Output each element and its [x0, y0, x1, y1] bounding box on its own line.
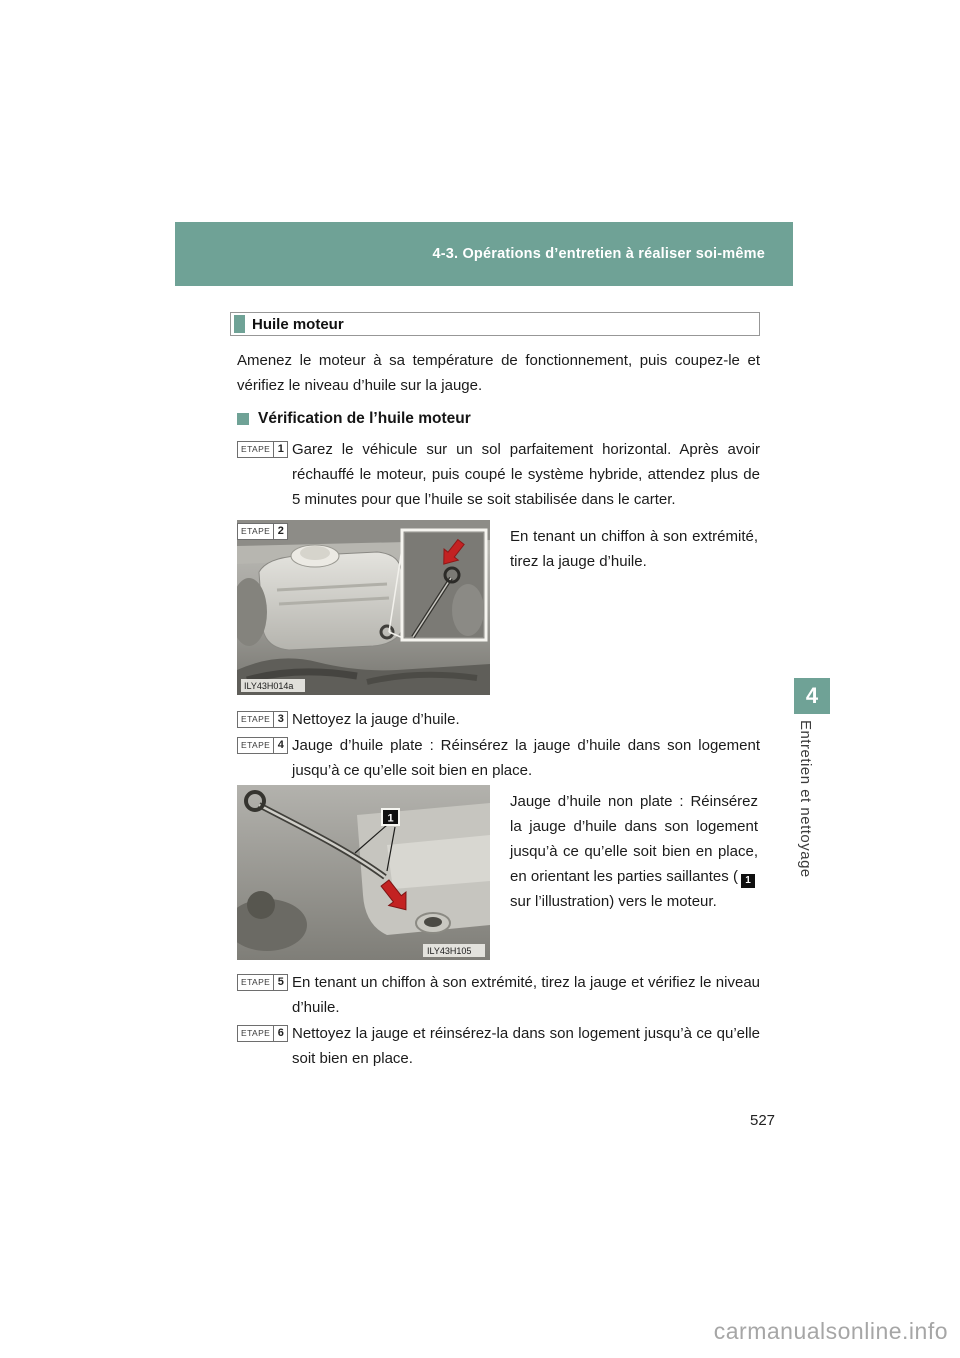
- step-badge-number: 2: [277, 525, 284, 537]
- chapter-number: 4: [805, 683, 819, 708]
- dipstick-photo: [237, 785, 490, 960]
- step-badge-number: 1: [277, 443, 284, 455]
- step-badge-number: 6: [277, 1027, 284, 1039]
- figure-2-row: [237, 785, 760, 960]
- step-badge-label: ETAPE: [238, 738, 274, 753]
- step-badge-number: 3: [277, 713, 284, 725]
- step-4-text: Jauge d’huile plate : Réinsérez la jauge d’huile dans son logement jusqu’à ce qu’elle soit bien en place.: [292, 737, 760, 779]
- chapter-header-title: 4-3. Opérations d’entretien à réaliser soi-même: [432, 246, 765, 262]
- step-badge-number: 4: [277, 739, 284, 751]
- step-4: [237, 733, 760, 783]
- page-content: [237, 312, 760, 1071]
- chapter-header-band: [175, 222, 793, 286]
- step-3-badge: [237, 711, 288, 728]
- step-badge-number: 5: [277, 976, 284, 988]
- section-title-box: [230, 312, 760, 336]
- step-4-badge: [237, 737, 288, 754]
- image-code-label: [241, 679, 305, 692]
- step-2-row: [237, 520, 760, 695]
- subsection-bullet-icon: [237, 413, 249, 425]
- step-badge-label: ETAPE: [238, 442, 274, 457]
- subsection-heading: [237, 406, 760, 431]
- step-1-badge: [237, 441, 288, 458]
- step-badge-label: ETAPE: [238, 1026, 274, 1041]
- step-5-text: En tenant un chiffon à son extrémité, tirez la jauge et vérifiez le niveau d’huile.: [292, 974, 760, 1016]
- step-badge-label: ETAPE: [238, 975, 274, 990]
- image-code-label: [423, 944, 485, 957]
- step-1: [237, 437, 760, 512]
- page-number: 527: [750, 1112, 776, 1129]
- chapter-number-tab: [794, 678, 830, 714]
- figure-engine-bay: [237, 520, 490, 695]
- step-6-text: Nettoyez la jauge et réinsérez-la dans son logement jusqu’à ce qu’elle soit bien en place.: [292, 1025, 760, 1067]
- engine-bay-photo: [237, 520, 490, 695]
- step-5-badge: [237, 974, 288, 991]
- marker-1-inline: 1: [741, 874, 755, 888]
- step-badge-label: ETAPE: [238, 524, 274, 539]
- caption-text-before: Jauge d’huile non plate : Réinsérez la jauge d’huile dans son logement jusqu’à ce qu’elle soit bien en place, en orientant les parties saillantes (: [510, 793, 758, 885]
- step-6: [237, 1021, 760, 1071]
- section-bullet-icon: [234, 315, 245, 333]
- step-3-text: Nettoyez la jauge d’huile.: [292, 711, 460, 728]
- step-1-text: Garez le véhicule sur un sol parfaitement horizontal. Après avoir réchauffé le moteur, puis coupé le système hybride, attendez plus de 5 minutes pour que l’huile se soit stabilisée dans le carter.: [292, 441, 760, 508]
- step-2-badge: [237, 523, 288, 540]
- step-badge-label: ETAPE: [238, 712, 274, 727]
- step-3: [237, 707, 760, 732]
- figure-2-caption: [510, 785, 758, 960]
- marker-1-label: [382, 809, 399, 825]
- step-6-badge: [237, 1025, 288, 1042]
- caption-text-after: sur l’illustration) vers le moteur.: [510, 893, 717, 910]
- section-title: Huile moteur: [252, 315, 344, 333]
- intro-paragraph: Amenez le moteur à sa température de fonctionnement, puis coupez-le et vérifiez le niveau d’huile sur la jauge.: [237, 352, 760, 394]
- chapter-name-tab: Entretien et nettoyage: [797, 720, 814, 878]
- image-code: ILY43H105: [427, 946, 472, 956]
- svg-text:1: 1: [387, 812, 394, 825]
- watermark: carmanualsonline.info: [713, 1318, 948, 1344]
- image-code: ILY43H014a: [244, 681, 294, 691]
- subsection-title: Vérification de l’huile moteur: [258, 410, 471, 427]
- step-2-text: En tenant un chiffon à son extrémité, tirez la jauge d’huile.: [510, 528, 758, 570]
- figure-dipstick: [237, 785, 490, 960]
- inset-zoom-box: [402, 530, 486, 640]
- step-5: [237, 970, 760, 1020]
